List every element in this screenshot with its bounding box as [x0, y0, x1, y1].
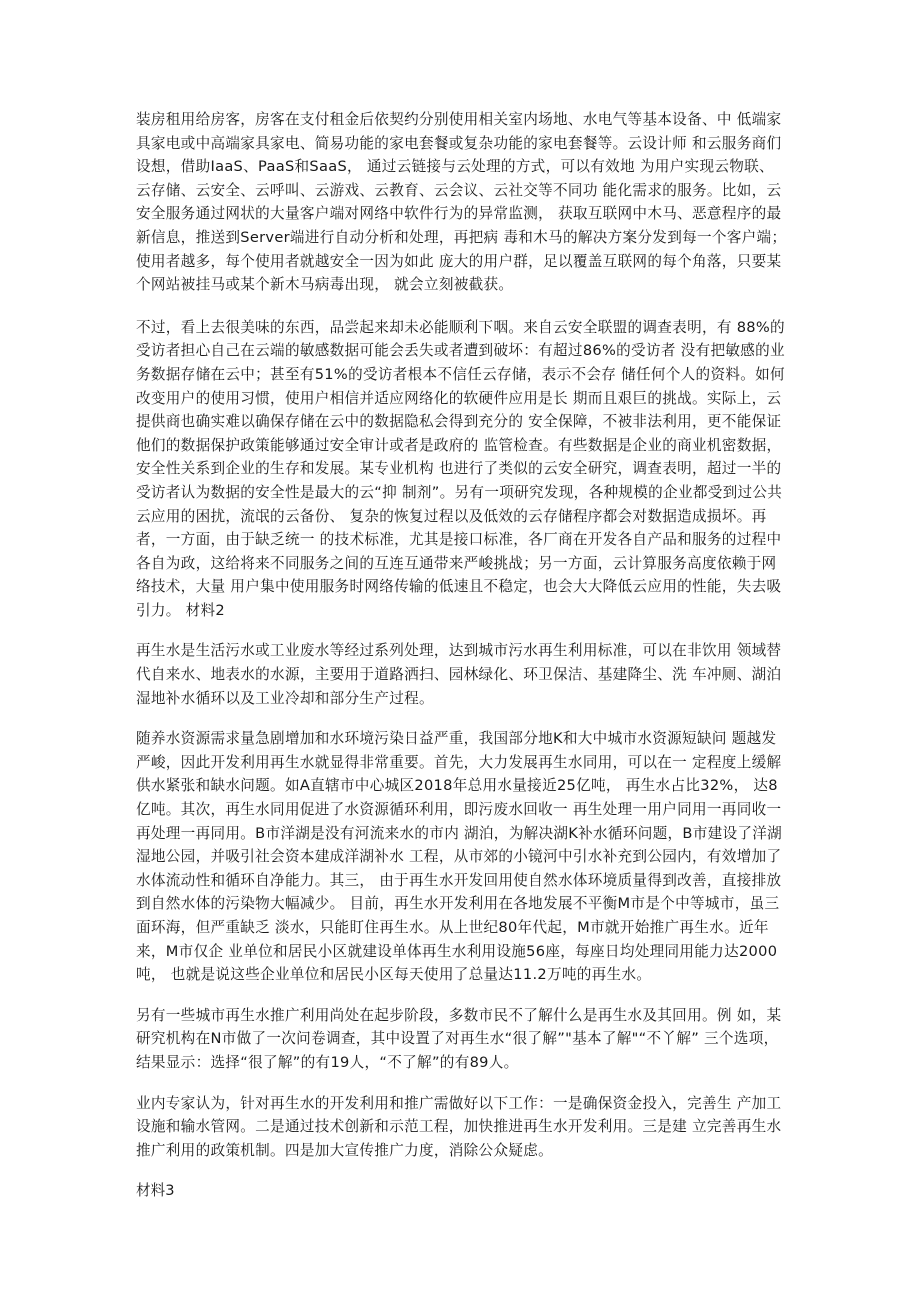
- section-label-material-3: 材料3: [136, 1182, 175, 1200]
- paragraph-survey-results: 另有一些城市再生水推广利用尚处在起步阶段，多数市民不了解什么是再生水及其回用。例 如，某研究机构在N市做了一次问卷调查，其中设置了对再生水“很了解”"基本了解"“不丫解” 三个选项，结果显示：选择“很了解”的有19人，“不了解”的有89人。: [136, 1006, 782, 1071]
- paragraph-reclaimed-water-importance: 随养水资源需求量急剧增加和水环境污染日益严重，我国部分地K和大中城市水资源短缺问 题越发严峻，因此开发利用再生水就显得非常重要。首先，大力发展再生水同用，可以在一 定程度上缓解供水紧张和缺水问题。如A直辖市中心城区2018年总用水量接近25亿吨， 再生水占比32%， 达8亿吨。其次，再生水同用促进了水资源循环利用，即污废水回收一 再生处理一用户同用一再同收一再处理一再同用。B市洋湖是没有河流来水的市内 湖泊，为解决湖K补水循环问题，B市建设了洋湖湿地公园，并吸引社会资本建成洋湖补水 工程，从市郊的小镜河中引水补充到公园内，有效增加了水体流动性和循环自净能力。其三， 由于再生水开发回用使自然水体环境质量得到改善，直接排放到自然水体的污染物大幅减少。 目前，再生水开发利用在各地发展不平衡M市是个中等城市，虽三面环海，但严重缺乏 淡水，只能盯住再生水。从上世纪80年代起，M市就开始推广再生水。近年来，M市仅企 业单位和居民小区就建设单体再生水利用设施56座，每座日均处理同用能力达2000吨， 也就是说这些企业单位和居民小区每天使用了总量达11.2万吨的再生水。: [136, 730, 783, 984]
- paragraph-expert-recommendations: 业内专家认为，针对再生水的开发利用和推广需做好以下工作：一是确保资金投入，完善生 产加工设施和输水管网。二是通过技术创新和示范工程，加快推进再生水开发利用。三是建 立完善再生水推广利用的政策机制。四是加大宣传推广力度，消除公众疑虑。: [136, 1094, 782, 1159]
- document-page: [136, 108, 788, 1203]
- paragraph-cloud-services: 装房租用给房客，房客在支付租金后依契约分别使用相关室内场地、水电气等基本设备、中 低端家具家电或中高端家具家电、简易功能的家电套餐或复杂功能的家电套餐等。云设计师 和云服务商们设想，借助IaaS、PaaS和SaaS， 通过云链接与云处理的方式，可以有效地 为用户实现云物联、云存储、云安全、云呼叫、云游戏、云教育、云会议、云社交等不同功 能化需求的服务。比如，云安全服务通过网状的大量客户端对网络中软件行为的异常监测， 获取互联网中木马、恶意程序的最新信息，推送到Server端进行自动分析和处理，再把病 毒和木马的解决方案分发到每一个客户端；使用者越多，每个使用者就越安全一因为如此 庞大的用户群，足以覆盖互联网的每个角落，只要某个网站被挂马或某个新木马病毒出现， 就会立刻被截获。: [136, 111, 787, 294]
- paragraph-cloud-security-concerns: 不过，看上去很美味的东西，品尝起来却未必能顺利下咽。来自云安全联盟的调查表明，有 88%的受访者担心自己在云端的敏感数据可能会丢失或者遭到破坏：有超过86%的受访者 没有把敏感的业务数据存储在云中；甚至有51%的受访者根本不信任云存储，表示不会存 储任何个人的资料。如何改变用户的使用习惯，使用户相信并适应网络化的软硬件应用是长 期而且艰巨的挑战。实际上，云提供商也确实难以确保存储在云中的数据隐私会得到充分的 安全保障，不被非法利用，更不能保证他们的数据保护政策能够通过安全审计或者是政府的 监管检查。有些数据是企业的商业机密数据，安全性关系到企业的生存和发展。某专业机构 也进行了类似的云安全研究，调查表明，超过一半的受访者认为数据的安全性是最大的云“抑 制剂”。另有一项研究发现，各种规模的企业都受到过公共云应用的困扰，流氓的云备份、 复杂的恢复过程以及低效的云存储程序都会对数据造成损坏。再者，一方面，由于缺乏统一 的技术标准，尤其是接口标准，各厂商在开发各自产品和服务的过程中各自为政，这给将来不同服务之间的互连互通带来严峻挑战；另一方面，云计算服务高度依赖于网络技术，大量 用户集中使用服务时网络传输的低速且不稳定，也会大大降低云应用的性能，失去吸引力。 材料2: [136, 318, 785, 619]
- paragraph-reclaimed-water-definition: 再生水是生活污水或工业废水等经过系列处理，达到城市污水再生利用标准，可以在非饮用 领域替代自来水、地表水的水源，主要用于道路洒扫、园林绿化、环卫保洁、基建降尘、洗 车冲厕、湖泊湿地补水循环以及工业冷却和部分生产过程。: [136, 642, 782, 707]
